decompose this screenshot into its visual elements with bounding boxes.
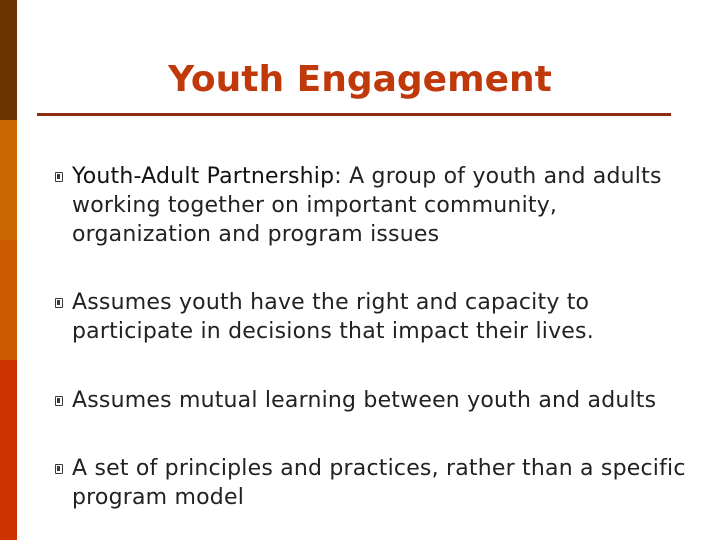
bullet-text: [72, 162, 695, 249]
accent-bar-segment-2: [0, 120, 17, 240]
bullet-item-youth-adult-partnership: [55, 162, 695, 249]
bullet-term: Youth-Adult Partnership: [72, 164, 335, 189]
bullet-term-separator: :: [334, 164, 342, 189]
bullet-item-principles-practices: [55, 454, 695, 512]
slide-title: Youth Engagement: [168, 59, 552, 100]
square-bullet-icon: [55, 396, 63, 406]
title-underline-rule: [37, 113, 671, 116]
square-bullet-icon: [55, 298, 63, 308]
bullet-text: Assumes youth have the right and capacity to participate in decisions that impact their lives.: [72, 290, 594, 344]
square-bullet-icon: [55, 464, 63, 474]
square-bullet-icon: [55, 172, 63, 182]
bullet-item-mutual-learning: [55, 386, 695, 415]
bullet-definition: A group of youth and adults working together on important community, organization and program issues: [72, 164, 662, 247]
accent-bar-segment-3: [0, 240, 17, 360]
bullet-item-youth-rights: [55, 288, 695, 346]
left-accent-bar: [0, 0, 17, 540]
bullet-text: Assumes mutual learning between youth and adults: [72, 388, 657, 413]
bullet-text: A set of principles and practices, rather than a specific program model: [72, 456, 686, 510]
accent-bar-segment-4: [0, 360, 17, 540]
accent-bar-segment-1: [0, 0, 17, 120]
